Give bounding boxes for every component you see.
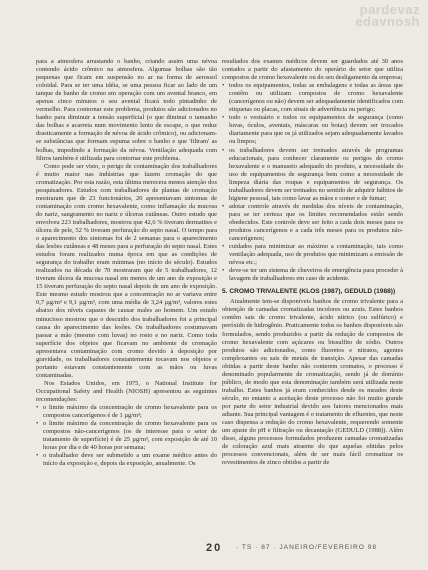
running-footer-text: · TS · 87 · JANEIRO/FEVEREIRO 98 — [236, 544, 378, 551]
list-item: • cuidados para minimizar ao máximo a contaminação, tais como ventilação adequada, uso de produtos que minimizam a emissão de névoa etc.; — [222, 243, 403, 267]
right-column — [222, 58, 403, 534]
right-recommendation-list — [222, 82, 403, 283]
list-item: • o trabalhador deve ser submetido a um exame médico antes do início da exposição e, depois da exposição, anualmente. Os — [36, 452, 217, 468]
list-item: • todos os equipamentos, todas as embalagens e todas as áreas que contêm ou utilizam compostos de cromo hexavalente (cancerígenos ou não) devem ser adequadamente identificados com etiquetas ou placas, com sinais de advertência ou perigo; — [222, 82, 403, 114]
left-paragraph-1: para a atmosfera arrastando o banho, criando assim uma névoa contendo ácido crômico na atmosfera. Algumas bolhas são tão pequenas que ficam em suspensão no ar na forma de aerossol coloidal. Para se ter uma idéia, se uma pessoa ficar ao lado de um tanque de banho de cromo em operação com um avental branco, em apenas cinco minutos o seu avental ficará todo pintadinho de vermelho. Para contornar este problema, produtos são adicionados no banho para diminuir a tensão superficial (o que diminui o tamanho das bolhas e acarreta num movimento lento de escape, o que reduz drasticamente a formação de névoa de ácido crômico), ou adicionam-se substâncias que formam espuma sobre o banho e que 'filtram' as bolhas, impedindo a formação da névoa. Ventilação adequada com filtros também é utilizada para contornar este problema. — [36, 58, 217, 162]
list-item: • deve-se ter um sistema de chuveiros de emergência para proceder à lavagem de trabalhadores em caso de acidente. — [222, 267, 403, 283]
section-heading: 5. CROMO TRIVALENTE (KLOS (1987), GEDULD (1988)) — [222, 288, 396, 296]
page-footer — [0, 541, 428, 555]
list-item: • os trabalhadores devem ser treinados através de programas educacionais, para conhecer claramente os perigos do cromo hexavalente e o manuseio adequado do produto, a necessidade do uso de equipamentos de segurança bem como a necessidade de limpeza diária das roupas e equipamentos de segurança. Os trabalhadores devem ser treinados no sentido de adquirir hábitos de higiene pessoal, tais como lavar as mãos e comer e de fumar; — [222, 147, 403, 203]
left-paragraph-2: Como pode ser visto, o perigo de contaminação dos trabalhadores é muito maior nas indústrias que fazem cromação do que cromatização. Por esta razão, esta última merecera menos atenção dos pesquisadores. Estudos com trabalhadores de plantas de cromação mostraram que de 23 funcionários, 20 apresentavam sintomas de contaminação com cromo hexavalente, como inflamação da mucosa do nariz, sangramento no nariz e úlceras cutâneas. Outro estudo que envolveu 223 trabalhadores, mostrou que 42,6 % tiveram dermatites e úlcera de pele, 52 % tiveram perfuração do septo nasal. O tempo para o aparecimento dos sintomas foi de 2 semanas para o aparecimento das lesões cutâneas e 48 meses para a perfuração do septo nasal. Estes estudos foram realizados numa época em que as condições de segurança do trabalho eram mínimas (no início do século). Estudos realizados na década de 70 mostraram que de 5 trabalhadores, 12 tiveram úlcera da mucosa nasal em menos de um ano de exposição e 15 tiveram perfuração do septo nasal depois de um ano de exposição. Este mesmo estudo mostrou que a concentração no ar variava entre 0,7 µg/m³ e 9,1 µg/m³, com uma média de 3,24 µg/m³, valores estes abaixo dos níveis capazes de causar males ao homem. Um estudo minucioso mostrou que o descuido dos trabalhadores foi a principal causa do aparecimento das lesões. Os trabalhadores costumavam passar a mão (mesmo com luvas) no rosto e no nariz. Como toda superfície dos objetos que ficavam no ambiente de cromação apresentava contaminação com cromo devido à deposição por gravidade, os trabalhadores constantemente tocavam nos objetos e portanto estavam constantemente com as mãos ou luvas contaminadas. — [36, 162, 217, 379]
list-item: • o limite máximo da concentração de cromo hexavalente para os compostos não-cancerígenos (os de interesse para o setor de tratamento de superfície) é de 25 µg/m³, com exposição de até 10 horas por dia e de 40 horas por semana; — [36, 420, 217, 452]
bleed-line-2: edavnosh — [355, 14, 420, 29]
list-item: • adotar controle através de medidas dos níveis de contaminação, para se ter certeza que os limites recomendados estão sendo obedecidos. Este controle deve ser feito a cada dois meses para os produtos cancerígenos e a cada três meses para os produtos não-cancerígenos; — [222, 203, 403, 243]
page-number: 20 — [206, 542, 223, 554]
list-item: • todo o vestuário e todos os equipamentos de segurança (como luvas, óculos, aventais, máscaras ou botas) devem ser trocados diariamente para que os já utilizados sejam adequadamente lavados ou limpos; — [222, 114, 403, 146]
list-item: • o limite máximo da concentração de cromo hexavalente para os compostos cancerígenos é de 1 µg/m³; — [36, 404, 217, 420]
left-column — [36, 58, 217, 534]
right-paragraph-2: Atualmente tem-se disponíveis banhos de cromo trivalente para a obtenção de camadas cromatizadas incolores ou azuis. Estes banhos contêm sais de cromo trivalente, ácido nítrico (ou sulfúrico) e peróxido de hidrogênio. Praticamente todos os banhos disponíveis são formulados, sendo produzidos a partir da redução de compostos de cromo hexavalente com açúcares ou bissulfito de sódio. Outros produtos são adicionados, como fluoretos e nitratos, agentes complexantes ou sais de metais de transição. Apesar das camadas obtidas a partir deste banho não conterem cromatos, o processo é denominado popularmente de cromatização, sendo já de domínio público, de modo que esta denominação também será utilizada neste trabalho. Estes banhos já eram conhecidos desde os meados deste século, no entanto a aceitação deste processo não foi muito grande por parte do setor industrial devido aos fatores mencionados mais adiante. Sua principal vantagem é o tratamento de efluentes, que neste caso dispensa a redução do cromo hexavalente, requerendo somente um ajuste do pH e filtração ou decantação (GEDULD (1988)). Além disso, alguns processos formulados produzem camadas cromatizadas de coloração azul mais atraente do que aquelas obtidas pelos processos convencionais, além de ser mais fácil cromatizar os revestimentos de zinco obtidos a partir de — [222, 298, 403, 467]
left-recommendation-list — [36, 404, 217, 468]
bleed-through-text — [330, 4, 420, 44]
left-paragraph-3: Nos Estados Unidos, em 1975, o National Institute for Occupational Safety and Health (NIOSH) apresentou as seguintes recomendações: — [36, 379, 217, 403]
bleed-line-1: pardevaz — [359, 4, 420, 17]
right-paragraph-1: resultados dos exames médicos devem ser guardados até 30 anos contados a partir do afastamento do operário do setor que utiliza compostos de cromo hexavalente ou do seu desligamento da empresa; — [222, 58, 403, 82]
